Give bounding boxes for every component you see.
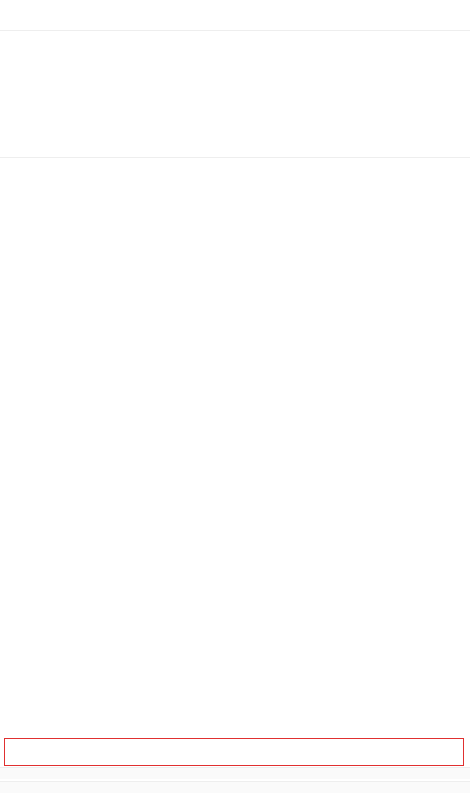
revenue-chart [0,54,470,128]
diluted-eps-highlight [4,738,464,766]
column-header [0,146,470,158]
sub-tabs [0,34,470,47]
title-bar [0,0,470,18]
footer-date-row [0,767,470,779]
footer-std-row [0,781,470,793]
main-tabs [0,18,470,31]
